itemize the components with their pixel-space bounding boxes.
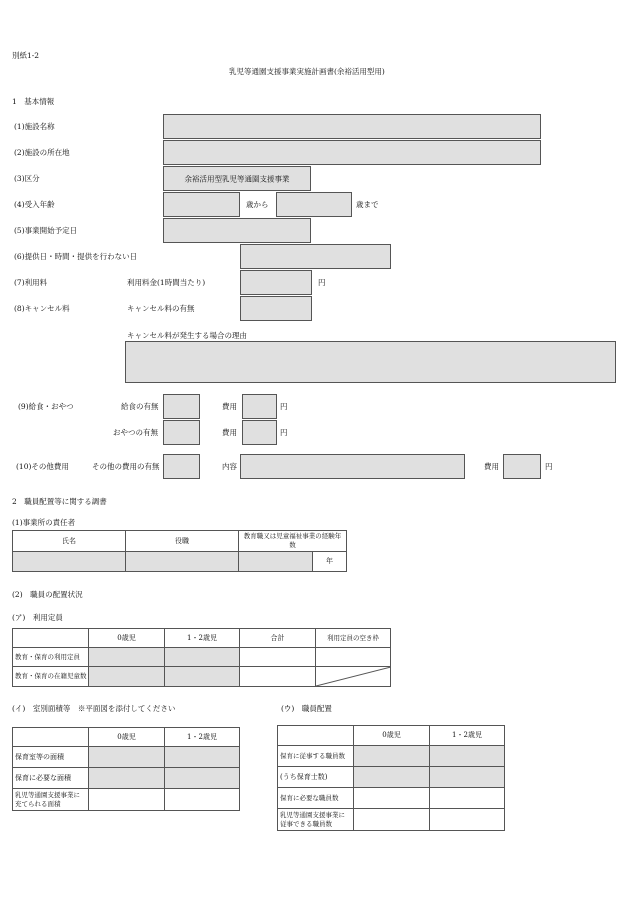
manager-col-position: 役職 xyxy=(126,531,239,552)
facility-name-label: (1)施設名称 xyxy=(14,122,55,131)
capacity-label: (ア) 利用定員 xyxy=(12,613,63,622)
capacity-diagonal-cell xyxy=(316,667,391,687)
capacity-cell[interactable] xyxy=(165,667,240,687)
snack-cost-label: 費用 xyxy=(222,428,237,437)
manager-name-cell[interactable] xyxy=(13,552,126,572)
cancel-label: (8)キャンセル料 xyxy=(14,304,70,313)
age-to-field[interactable] xyxy=(276,192,352,217)
meal-yen: 円 xyxy=(280,402,288,411)
category-field[interactable] xyxy=(163,166,311,191)
fee-label: (7)利用料 xyxy=(14,278,48,287)
meal-cost-label: 費用 xyxy=(222,402,237,411)
staff-row-program: 乳児等通園支援事業に従事できる職員数 xyxy=(278,809,354,831)
schedule-field[interactable] xyxy=(240,244,391,269)
capacity-row-enrolled: 教育・保育の在籍児童数 xyxy=(13,667,89,687)
other-sub-label: その他の費用の有無 xyxy=(92,462,160,471)
start-date-label: (5)事業開始予定日 xyxy=(14,226,78,235)
other-content-field[interactable] xyxy=(240,454,465,479)
staff-row-required: 保育に必要な職員数 xyxy=(278,788,354,809)
staff-table xyxy=(277,725,505,831)
snack-cost-field[interactable] xyxy=(242,420,277,445)
cancel-reason-field[interactable] xyxy=(125,341,616,383)
area-row-required: 保育に必要な面積 xyxy=(13,768,89,789)
area-header-blank xyxy=(13,728,89,747)
snack-sub-label: おやつの有無 xyxy=(113,428,158,437)
facility-name-field[interactable] xyxy=(163,114,541,139)
capacity-col-12: 1・2歳児 xyxy=(165,629,240,648)
capacity-cell[interactable] xyxy=(240,648,316,667)
capacity-header-blank xyxy=(13,629,89,648)
area-cell[interactable] xyxy=(165,789,240,811)
meal-label: (9)給食・おやつ xyxy=(18,402,74,411)
facility-address-label: (2)施設の所在地 xyxy=(14,148,70,157)
staff-cell[interactable] xyxy=(430,809,505,831)
other-content-label: 内容 xyxy=(222,462,237,471)
other-label: (10)その他費用 xyxy=(16,462,69,471)
capacity-table xyxy=(12,628,391,687)
area-cell[interactable] xyxy=(165,768,240,789)
category-value: 余裕活用型乳児等通園支援事業 xyxy=(184,174,290,183)
manager-year-unit: 年 xyxy=(313,552,347,572)
meal-cost-field[interactable] xyxy=(242,394,277,419)
manager-label: (1)事業所の責任者 xyxy=(12,518,76,527)
area-cell[interactable] xyxy=(165,747,240,768)
area-cell[interactable] xyxy=(89,747,165,768)
area-label: (イ) 室別面積等 ※平面図を添付してください xyxy=(12,704,176,713)
staff-cell[interactable] xyxy=(430,767,505,788)
fee-yen: 円 xyxy=(318,278,326,287)
staff-cell[interactable] xyxy=(354,746,430,767)
area-col-0: 0歳児 xyxy=(89,728,165,747)
document-title: 乳児等通園支援事業実施計画書(余裕活用型用) xyxy=(229,67,385,76)
staff-col-12: 1・2歳児 xyxy=(430,726,505,746)
start-date-field[interactable] xyxy=(163,218,311,243)
capacity-cell[interactable] xyxy=(89,667,165,687)
meal-field[interactable] xyxy=(163,394,200,419)
area-cell[interactable] xyxy=(89,768,165,789)
category-label: (3)区分 xyxy=(14,174,40,183)
cancel-field[interactable] xyxy=(240,296,312,321)
schedule-label: (6)提供日・時間・提供を行わない日 xyxy=(14,252,138,261)
manager-col-experience: 教育職又は児童福祉事業の経験年数 xyxy=(239,531,347,552)
capacity-col-0: 0歳児 xyxy=(89,629,165,648)
capacity-cell[interactable] xyxy=(316,648,391,667)
age-from-label: 歳から xyxy=(246,200,269,209)
fee-sub-label: 利用料金(1時間当たり) xyxy=(127,278,206,287)
manager-position-cell[interactable] xyxy=(126,552,239,572)
age-from-field[interactable] xyxy=(163,192,240,217)
staff-col-0: 0歳児 xyxy=(354,726,430,746)
snack-field[interactable] xyxy=(163,420,200,445)
cancel-reason-label: キャンセル料が発生する場合の理由 xyxy=(127,331,247,340)
capacity-cell[interactable] xyxy=(89,648,165,667)
staff-cell[interactable] xyxy=(430,788,505,809)
manager-table xyxy=(12,530,347,572)
other-cost-label: 費用 xyxy=(484,462,499,471)
staff-row-nursery-teachers: (うち保育士数) xyxy=(278,767,354,788)
other-field[interactable] xyxy=(163,454,200,479)
snack-yen: 円 xyxy=(280,428,288,437)
capacity-cell[interactable] xyxy=(165,648,240,667)
other-cost-field[interactable] xyxy=(503,454,541,479)
area-cell[interactable] xyxy=(89,789,165,811)
staffing-label: (2) 職員の配置状況 xyxy=(12,590,83,599)
staff-cell[interactable] xyxy=(354,809,430,831)
other-yen: 円 xyxy=(545,462,553,471)
section2-heading: 2 職員配置等に関する調書 xyxy=(12,497,107,506)
appendix-label: 別紙1-2 xyxy=(12,51,40,60)
fee-field[interactable] xyxy=(240,270,312,295)
capacity-cell[interactable] xyxy=(240,667,316,687)
section1-heading: 1 基本情報 xyxy=(12,97,55,106)
staff-label: (ウ) 職員配置 xyxy=(281,704,332,713)
age-to-label: 歳まで xyxy=(356,200,379,209)
capacity-col-total: 合計 xyxy=(240,629,316,648)
area-row-program: 乳児等通園支援事業に充てられる面積 xyxy=(13,789,89,811)
manager-col-name: 氏名 xyxy=(13,531,126,552)
staff-cell[interactable] xyxy=(354,788,430,809)
age-label: (4)受入年齢 xyxy=(14,200,55,209)
capacity-col-vacancy: 利用定員の空き枠 xyxy=(316,629,391,648)
staff-cell[interactable] xyxy=(430,746,505,767)
staff-header-blank xyxy=(278,726,354,746)
area-col-12: 1・2歳児 xyxy=(165,728,240,747)
manager-experience-cell[interactable] xyxy=(239,552,313,572)
staff-cell[interactable] xyxy=(354,767,430,788)
area-row-room: 保育室等の面積 xyxy=(13,747,89,768)
facility-address-field[interactable] xyxy=(163,140,541,165)
staff-row-working: 保育に従事する職員数 xyxy=(278,746,354,767)
cancel-sub-label: キャンセル料の有無 xyxy=(127,304,195,313)
capacity-row-capacity: 教育・保育の利用定員 xyxy=(13,648,89,667)
area-table xyxy=(12,727,240,811)
diagonal-line xyxy=(316,667,391,686)
meal-sub-label: 給食の有無 xyxy=(121,402,159,411)
